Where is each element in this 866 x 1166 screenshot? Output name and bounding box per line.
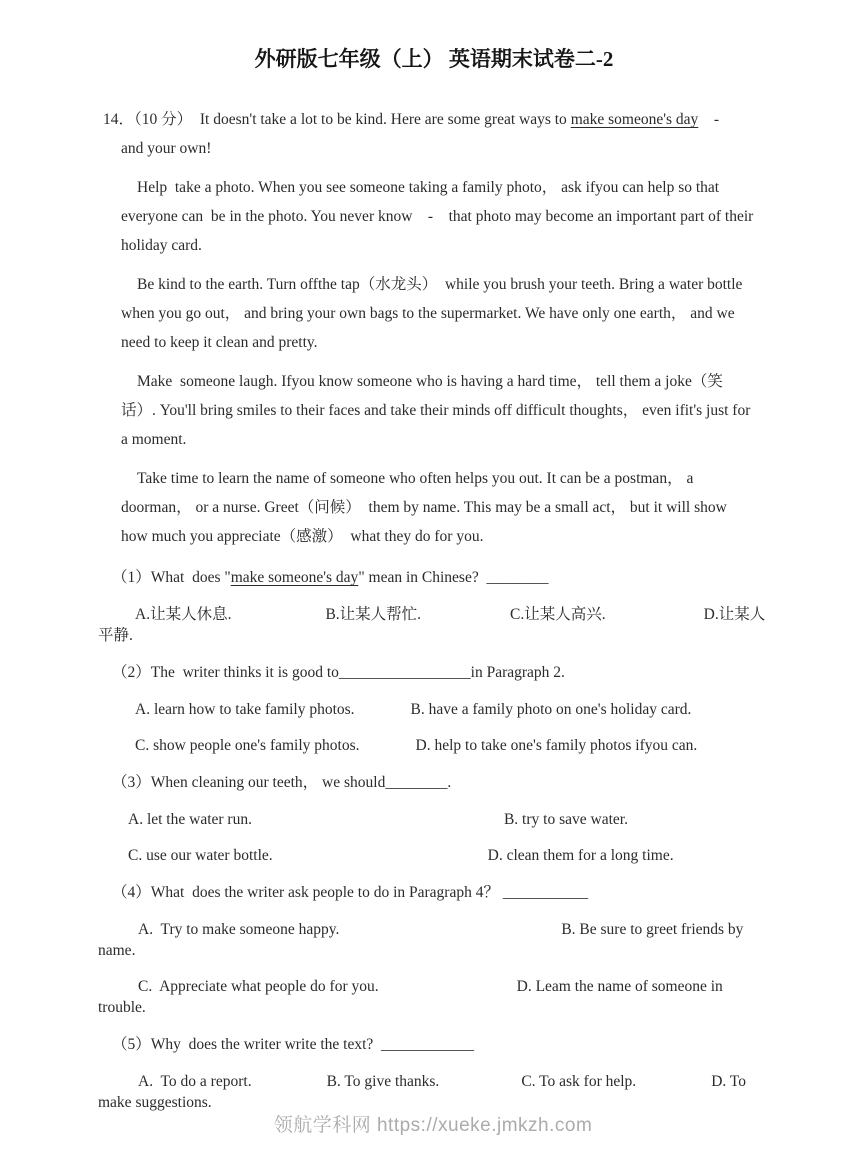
page-title: 外研版七年级（上） 英语期末试卷二-2 <box>254 47 614 71</box>
prompt-text: （5）Why does the writer write the text? <box>112 1036 382 1053</box>
exam-page <box>0 44 866 1166</box>
q1-option-b: B.让某人帮忙. <box>325 606 422 623</box>
passage-paragraph-2: Be kind to the earth. Turn offthe tap（水龙头） while you brush your teeth. Bring a water bottle when you go out， and bring your own bags to the supermarket. We have only one earth， and we need to keep it clean and pretty. <box>121 276 747 351</box>
intro-text: It doesn't take a lot to be kind. Here are some great ways to <box>192 111 571 128</box>
q5-option-d: D. To make suggestions. <box>98 1073 750 1111</box>
q2-option-c: C. show people one's family photos. <box>135 737 360 754</box>
q4-option-b: B. Be sure to greet friends by name. <box>98 921 748 959</box>
footer-watermark: 领航学科网 https://xueke.jmkzh.com <box>273 1115 593 1136</box>
question-4-prompt <box>112 882 770 904</box>
prompt-tail: . <box>447 774 452 791</box>
question-1-options <box>98 604 770 646</box>
question-2-options-row-2 <box>98 735 770 756</box>
q3-option-a: A. let the water run. <box>128 811 252 828</box>
passage-paragraph-3: Make someone laugh. Ifyou know someone who is having a hard time， tell them a joke（笑话）. You'll bring smiles to their faces and take their minds off difficult thoughts， even ifit's just for a moment. <box>121 373 755 448</box>
prompt-text: （2）The writer thinks it is good to <box>112 664 339 681</box>
question-5-options <box>98 1071 770 1113</box>
prompt-tail: in Paragraph 2. <box>470 664 565 681</box>
question-3-options-row-1 <box>98 809 770 830</box>
question-4-options-row-2 <box>98 976 770 1018</box>
question-4-options-row-1 <box>98 919 770 961</box>
underlined-phrase: make someone's day <box>570 111 699 128</box>
q1-option-d: D.让某人平静. <box>98 606 766 644</box>
question-5-prompt <box>112 1034 770 1056</box>
prompt-text: （1）What does " <box>112 569 231 586</box>
prompt-text: " mean in Chinese? <box>358 569 487 586</box>
q3-option-d: D. clean them for a long time. <box>487 847 674 864</box>
question-3-prompt <box>112 772 770 794</box>
q2-option-a: A. learn how to take family photos. <box>135 701 355 718</box>
question-intro <box>103 105 749 163</box>
q5-option-b: B. To give thanks. <box>326 1073 440 1090</box>
q1-option-c: C.让某人高兴. <box>510 606 606 623</box>
answer-blank-2: _________________ <box>338 664 471 681</box>
q5-option-a: A. To do a report. <box>138 1073 252 1090</box>
answer-blank-5: ____________ <box>381 1036 475 1053</box>
q2-option-b: B. have a family photo on one's holiday card. <box>410 701 692 718</box>
q4-option-c: C. Appreciate what people do for you. <box>138 978 379 995</box>
passage-paragraph-4: Take time to learn the name of someone who often helps you out. It can be a postman， a doorman， or a nurse. Greet（问候） them by name. This may be a small act， but it will show how much you appreciate（感激） what they do for you. <box>121 470 735 545</box>
answer-blank-1: ________ <box>486 569 549 586</box>
answer-blank-4: ___________ <box>502 884 589 901</box>
q2-option-d: D. help to take one's family photos ifyou can. <box>415 737 698 754</box>
prompt-text: （3）When cleaning our teeth， we should <box>112 774 386 791</box>
question-1-prompt <box>112 567 770 589</box>
q1-option-a: A.让某人休息. <box>135 606 232 623</box>
intro-tail: - and your own! <box>121 111 735 157</box>
q4-option-d: D. Leam the name of someone in trouble. <box>98 978 727 1016</box>
page-body <box>0 44 866 1113</box>
q3-option-b: B. try to save water. <box>503 811 628 828</box>
question-number: 14．（10 分） <box>103 111 193 128</box>
prompt-text: （4）What does the writer ask people to do in Paragraph 4？ <box>112 884 503 901</box>
q4-option-a: A. Try to make someone happy. <box>138 921 340 938</box>
q5-option-c: C. To ask for help. <box>521 1073 637 1090</box>
question-3-options-row-2 <box>98 845 770 866</box>
passage-paragraph-1: Help take a photo. When you see someone taking a family photo， ask ifyou can help so that everyone can be in the photo. You never know - that photo may become an important part of their holiday card. <box>121 179 758 254</box>
question-2-prompt <box>112 662 770 684</box>
question-2-options-row-1 <box>98 699 770 720</box>
q3-option-c: C. use our water bottle. <box>128 847 273 864</box>
answer-blank-3: ________ <box>385 774 448 791</box>
underlined-phrase: make someone's day <box>230 569 359 586</box>
